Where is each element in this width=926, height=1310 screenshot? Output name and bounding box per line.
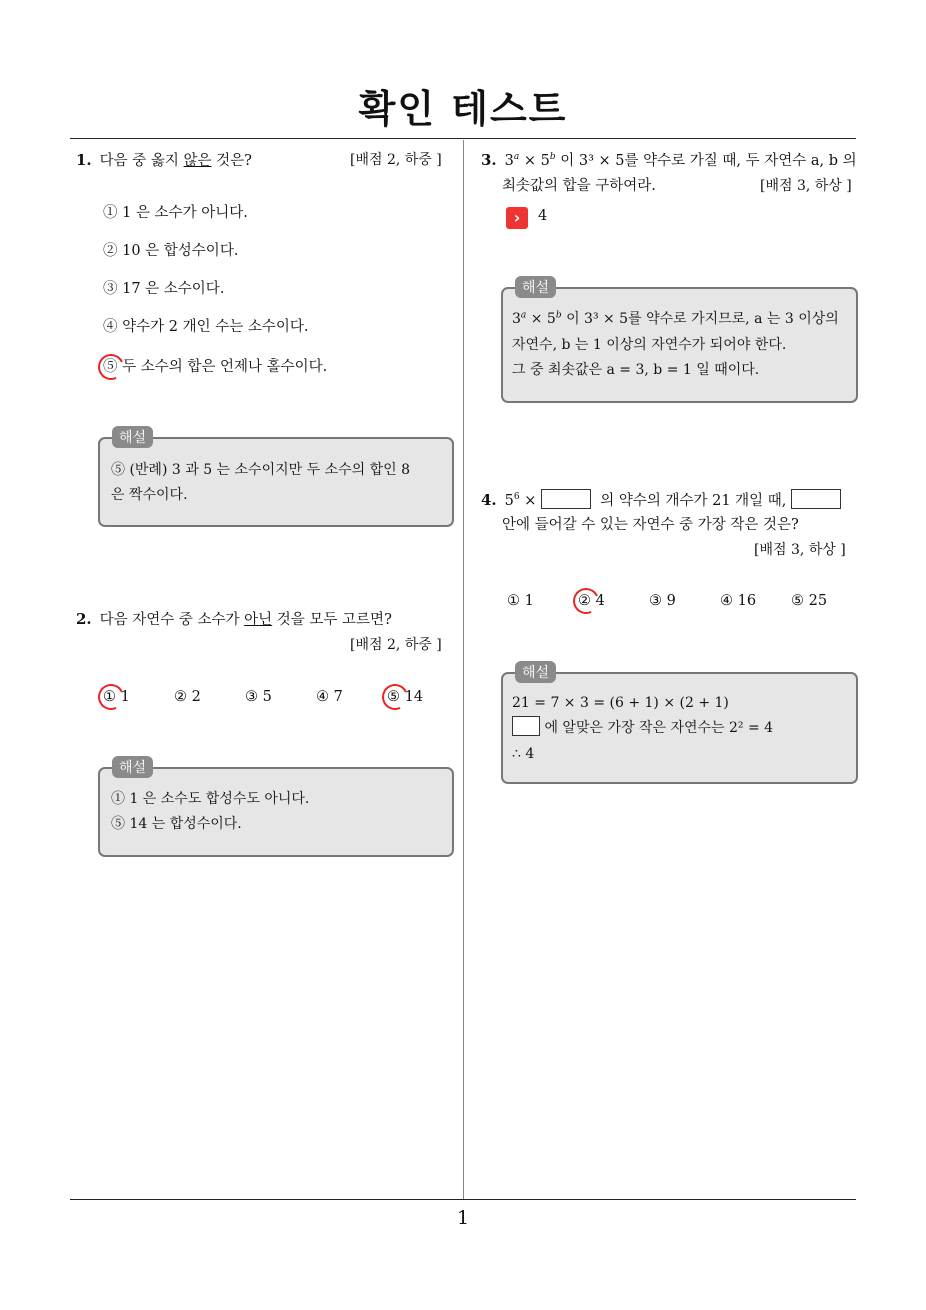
q4-prompt-line-2: 안에 들어갈 수 있는 자연수 중 가장 작은 것은? (502, 517, 799, 533)
q2-number: 2. (76, 610, 92, 628)
q4-explanation-line-2: 에 알맞은 가장 작은 자연수는 2² = 4 (512, 716, 773, 741)
q1-option-3[interactable]: ③ 17 은 소수이다. (103, 281, 225, 297)
q3-meta: [배점 3, 하상 ] (760, 178, 852, 194)
q2-option-3[interactable]: ③ 5 (245, 689, 272, 705)
q3-explanation-line-3: 그 중 최솟값은 a = 3, b = 1 일 때이다. (512, 362, 760, 378)
q2-prompt: 2. 다음 자연수 중 소수가 아닌 것을 모두 고르면? (76, 610, 392, 628)
q3-explanation-line-1: $3^a \times 5^b$ 이 3³ × 5를 약수로 가지므로, a 는 3 이상의 (512, 310, 839, 327)
q4-explanation-line-3: ∴ 4 (512, 746, 535, 762)
q1-meta: [배점 2, 하중 ] (350, 152, 442, 168)
q2-option-1[interactable]: ① 1 (103, 689, 130, 705)
q4-number: 4. (481, 491, 497, 509)
q1-number: 1. (76, 151, 92, 169)
q2-explanation-line-2: ⑤ 14 는 합성수이다. (111, 816, 242, 832)
q3-prompt-line-2: 최솟값의 합을 구하여라. (502, 178, 656, 194)
q2-option-2[interactable]: ② 2 (174, 689, 201, 705)
q2-explanation-tag: 해설 (112, 756, 153, 778)
q4-blank-box (541, 489, 591, 509)
column-divider (463, 140, 464, 1200)
q3-number: 3. (481, 151, 497, 169)
q4-meta: [배점 3, 하상 ] (754, 542, 846, 558)
q3-explanation-line-2: 자연수, b 는 1 이상의 자연수가 되어야 한다. (512, 337, 787, 353)
q1-option-2[interactable]: ② 10 은 합성수이다. (103, 243, 239, 259)
q4-option-1[interactable]: ① 1 (507, 593, 534, 609)
q4-explanation-line-1: 21 = 7 × 3 = (6 + 1) × (2 + 1) (512, 695, 729, 711)
q1-prompt: 1. 다음 중 옳지 않은 것은? (76, 151, 252, 169)
page-title: 확인 테스트 (358, 87, 568, 131)
q4-option-2[interactable]: ② 4 (578, 593, 605, 609)
q4-prompt-line-1: 4. $5^6$ × 의 약수의 개수가 21 개일 때, (481, 489, 841, 511)
top-rule (70, 138, 856, 139)
q4-option-4[interactable]: ④ 16 (720, 593, 757, 609)
q4-explanation-tag: 해설 (515, 661, 556, 683)
q3-explanation-tag: 해설 (515, 276, 556, 298)
q1-explanation-line-1: ⑤ (반례) 3 과 5 는 소수이지만 두 소수의 합인 8 (111, 462, 411, 478)
q4-option-5[interactable]: ⑤ 25 (791, 593, 828, 609)
q3-answer: 4 (538, 208, 548, 224)
q2-option-4[interactable]: ④ 7 (316, 689, 343, 705)
answer-mark-icon (378, 680, 411, 713)
bottom-rule (70, 1199, 856, 1200)
q1-option-1[interactable]: ① 1 은 소수가 아니다. (103, 205, 248, 221)
q2-option-5[interactable]: ⑤ 14 (387, 689, 424, 705)
page-number: 1 (456, 1207, 470, 1229)
q3-prompt-line-1: 3. $3^a \times 5^b$ 이 3³ × 5를 약수로 가질 때, 두 자연수 a, b 의 (481, 151, 857, 169)
q2-meta: [배점 2, 하중 ] (350, 637, 442, 653)
q1-option-4[interactable]: ④ 약수가 2 개인 수는 소수이다. (103, 319, 309, 335)
q1-explanation-line-2: 은 짝수이다. (111, 487, 188, 503)
arrow-right-icon: › (506, 207, 528, 229)
answer-mark-icon (94, 350, 127, 383)
q4-blank-box (512, 716, 540, 736)
q1-explanation-tag: 해설 (112, 426, 153, 448)
answer-mark-icon (94, 680, 127, 713)
q4-blank-box (791, 489, 841, 509)
q1-option-5[interactable]: ⑤ 두 소수의 합은 언제나 홀수이다. (103, 359, 328, 375)
q4-option-3[interactable]: ③ 9 (649, 593, 676, 609)
answer-mark-icon (569, 584, 602, 617)
q2-explanation-line-1: ① 1 은 소수도 합성수도 아니다. (111, 791, 310, 807)
